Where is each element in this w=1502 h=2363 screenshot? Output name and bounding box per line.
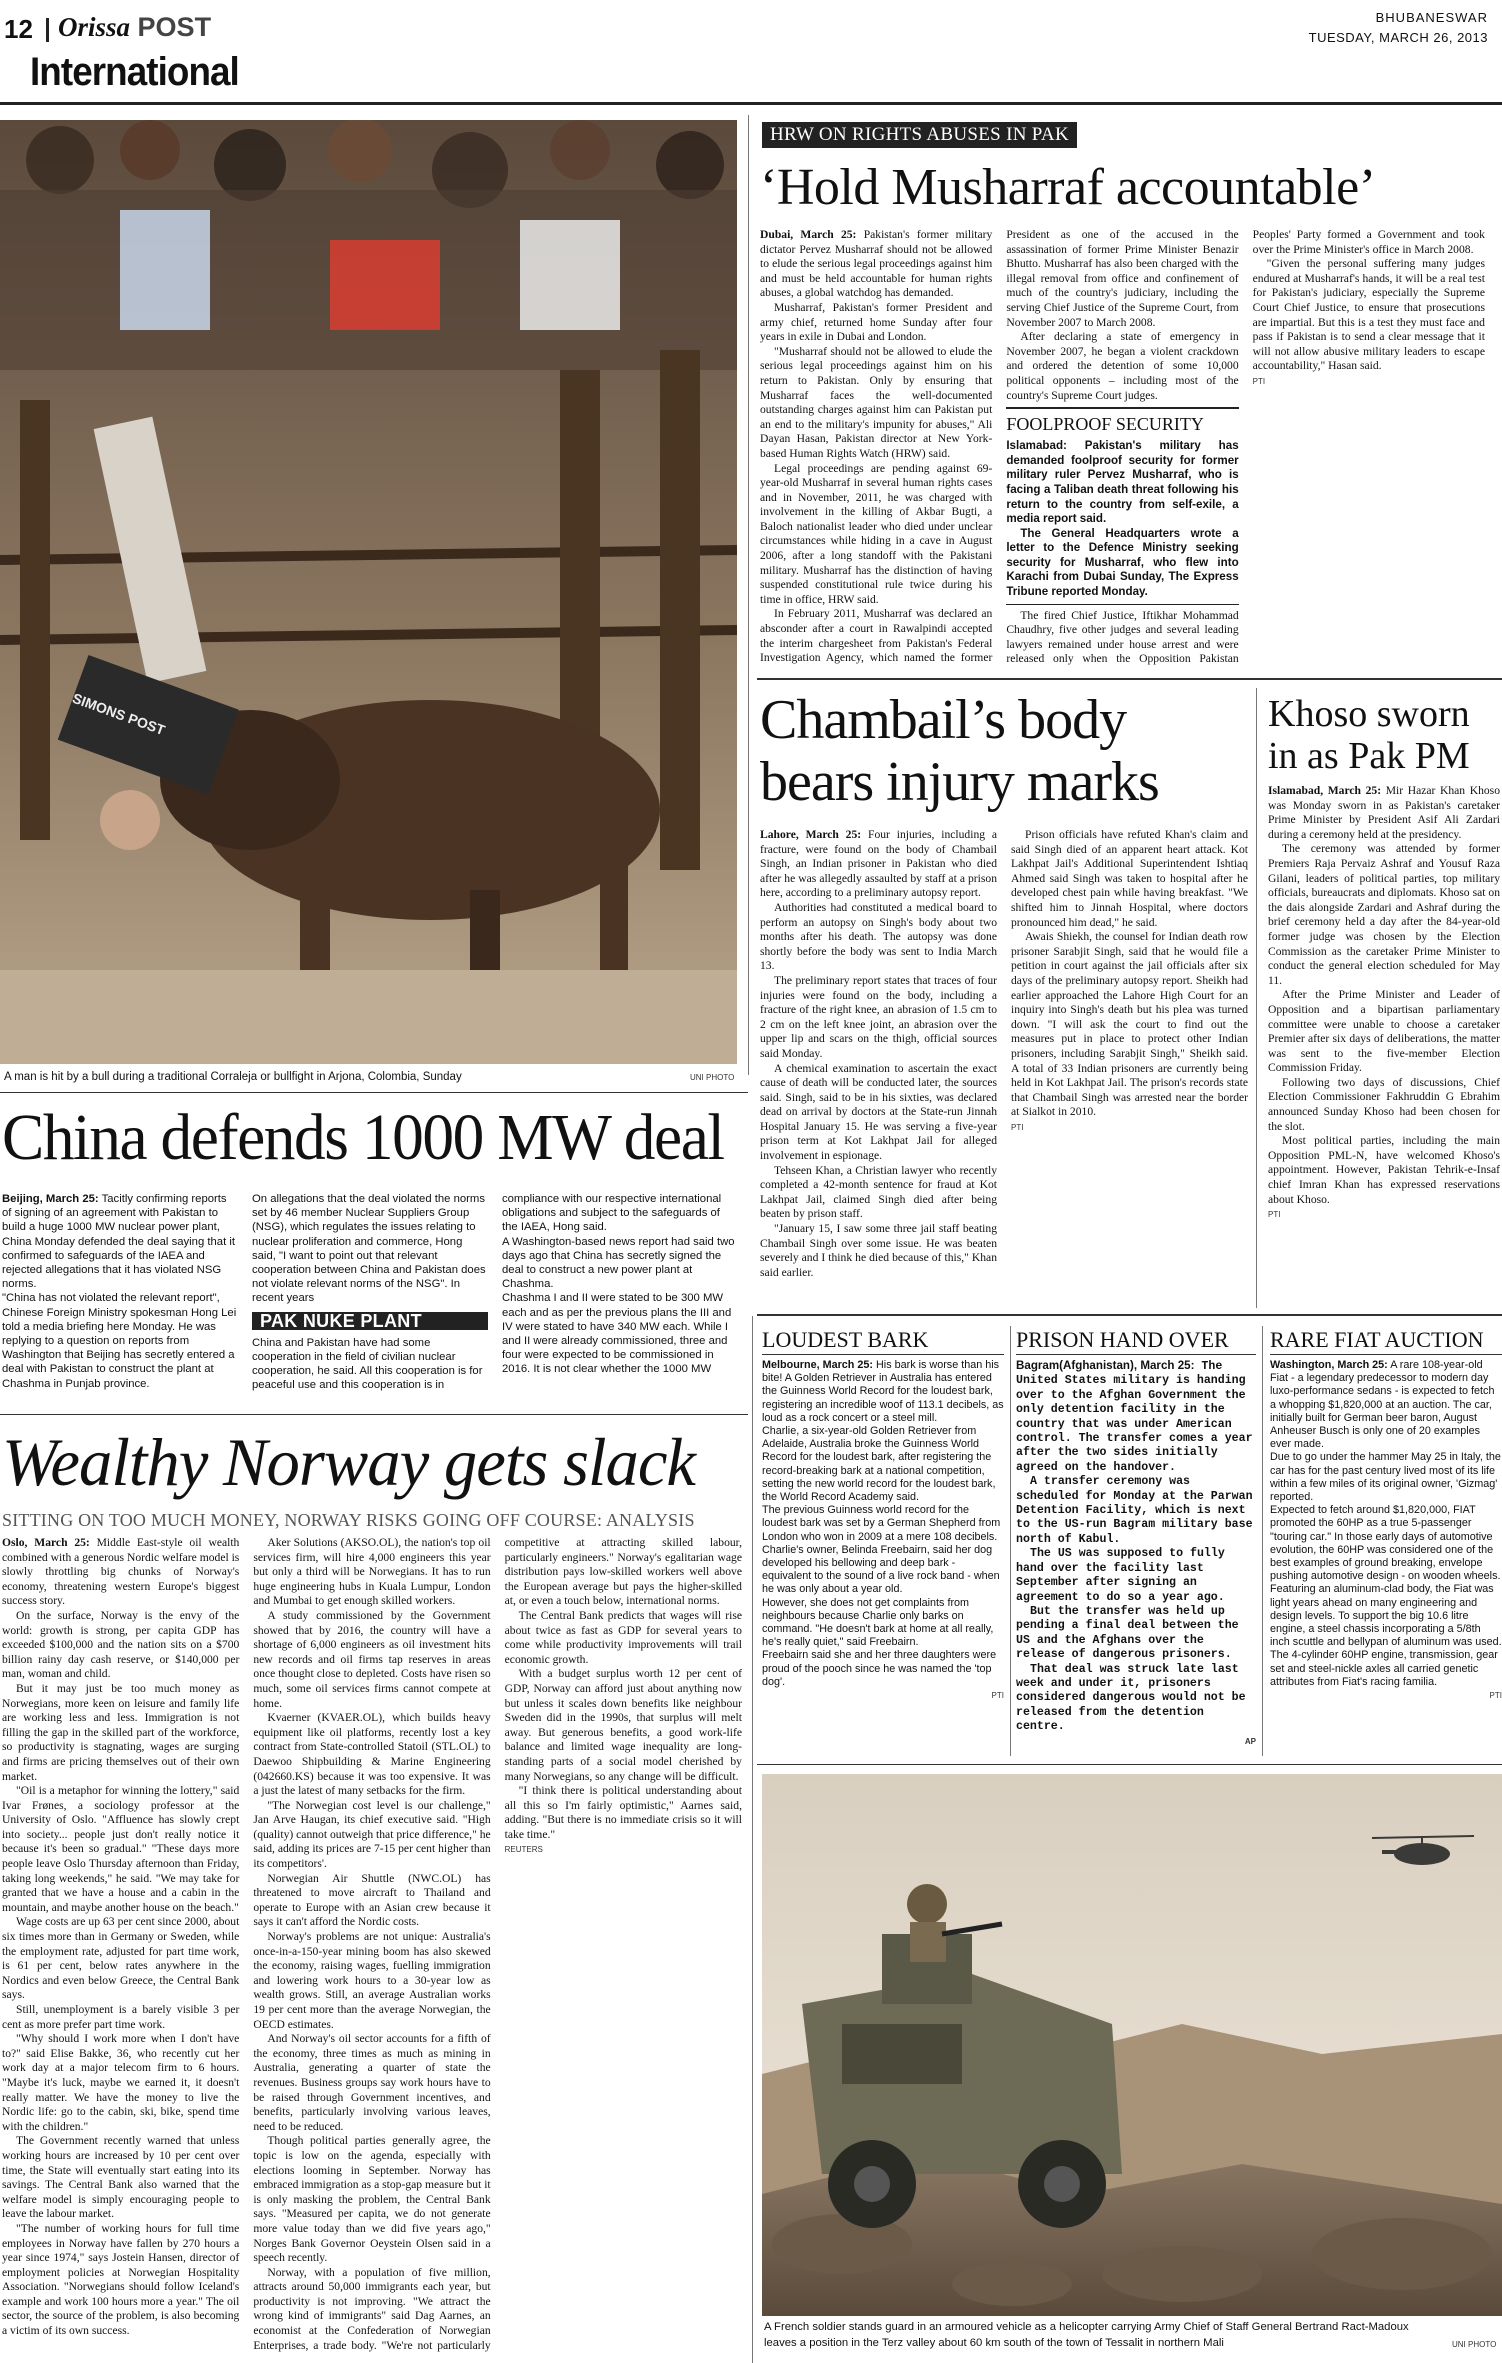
fiat-p1: Due to go under the hammer May 25 in Italy, the car has for the past century lived most of its life within a few miles of its original owner, 'Gizmag' reported. xyxy=(1270,1451,1501,1504)
rule-under-china xyxy=(0,1414,748,1415)
paper-name xyxy=(58,12,211,43)
mali-credit: UNI PHOTO xyxy=(1452,2340,1497,2349)
norway-p7: The Government recently warned that unless working hours are increased by 10 per cent over time, the State will eventually start eating into its savings. The Central Bank also warned that the welfare model is simply encouraging people to leave the labour market. xyxy=(2,2134,240,2221)
norway-p20: "I think there is political understanding about all this so I'm fairly optimistic," Aarnes said, adding. "But there is no immediate crisis so it will take time." xyxy=(504,1784,742,1841)
fiat-p4: The 4-cylinder 60HP engine, transmission, gear set and steel-nickle axles all carried genetic attributes from Fiat's racing familia. xyxy=(1270,1649,1498,1688)
musharraf-credit: PTI xyxy=(1252,376,1266,386)
chambail-dateline: Lahore, March 25: xyxy=(760,828,862,841)
loudest-bark-p0: His bark is worse than his bite! A Golden Retriever in Australia has entered the Guinness World Record for the loudest bark, registering an incredible woof of 113.1 decibels, as loud as a rock concert or a steel mill. xyxy=(762,1359,1004,1424)
musharraf-p6: The fired Chief Justice, Iftikhar Mohammad Chaudhry, five other judges and several leading lawyers remained under house arrest and were released only when the Opposition Pakistan Peoples' Party formed a Government and took over the Prime Minister's office in March 2008. xyxy=(1006,228,1485,666)
khoso-credit: PTI xyxy=(1268,1210,1281,1220)
page-number: 12 xyxy=(4,14,33,44)
loudest-bark-p4: However, she does not get complaints from neighbours because Charlie only barks on command. "He doesn't bark at home at all really, he's really quiet," said Freebairn. xyxy=(762,1596,994,1649)
norway-p9: Aker Solutions (AKSO.OL), the nation's top oil services firm, will hire 4,000 engineers this year but only a third will be Norwegians. It has to run huge engineering hubs in Kuala Lumpur, London and Mumbai to get enough skilled workers. xyxy=(253,1536,491,1608)
musharraf-body xyxy=(760,228,1485,680)
bullfight-shirt-text: SIMONS POST xyxy=(70,689,168,739)
musharraf-p7: "Given the personal suffering many judges endured at Musharraf's hands, it will be a real test for Pakistan's judiciary, especially the Supreme Court Chief Justice, to ensure that prosecutions are impartial. But this is a test they must face and pass if Pakistan is to send a clear message that it will not allow abusive military leaders to escape accountability," Hasan said. xyxy=(1252,257,1485,373)
khoso-p0: Mir Hazar Khan Khoso was Monday sworn in as Pakistan's caretaker Prime Minister by President Asif Ali Zardari during a ceremony held at the presidency. xyxy=(1268,784,1500,841)
fiat-p3: Featuring an aluminum-clad body, the Fiat was light years ahead on many engineering and design levels. To support the big 10.6 litre engine, a steel chassis incorporating a 5/8th inch scuttle and bellypan of aluminum was used. xyxy=(1270,1583,1502,1649)
mali-caption-line2: leaves a position in the Terz valley about 60 km south of the town of Tessalit in northern Mali xyxy=(764,2337,1224,2349)
musharraf-sidebar-p1: The General Headquarters wrote a letter to the Defence Ministry seeking security for Musharraf, who flew into Karachi from Dubai Sunday, The Express Tribune reported Monday. xyxy=(1006,526,1239,599)
prison-handover-story xyxy=(1016,1326,1256,1756)
norway-p18: The Central Bank predicts that wages will rise about twice as fast as GDP for several years to come while productivity improvements will trail economic growth. xyxy=(504,1608,742,1666)
chambail-p2: The preliminary report states that traces of four injuries were found on the body, including a fracture of the right knee, an abrasion of 1.5 cm to 2 cm on the left knee joint, an abrasion over the upper lip and scars on the thigh, official sources said Monday. xyxy=(760,973,997,1060)
prison-handover-p2: The US was supposed to fully hand over the facility last September after signing an agreement to do so a year ago. xyxy=(1016,1547,1225,1604)
prison-handover-p3: But the transfer was held up pending a final deal between the US and the Afghans over the release of dangerous prisoners. xyxy=(1016,1604,1239,1662)
vrule-photo1 xyxy=(748,115,749,1075)
fiat-dateline: Washington, March 25: xyxy=(1270,1359,1388,1371)
rule-under-chambail xyxy=(757,1314,1502,1316)
loudest-bark-p1: Charlie, a six-year-old Golden Retriever from Adelaide, Australia broke the Guinness World Record for the loudest bark, after registering the record-breaking bark at a national competition, setting the new world record for the loudest bark, the World Record Academy said. xyxy=(762,1425,996,1504)
norway-p3: "Oil is a metaphor for winning the lottery," said Ivar Frønes, a sociology professor at the University of Oslo. "Affluence has slowly crept into society... people just don't really notice it because it's been so gradual." "These days more people leave Oslo Thursday afternoon than Friday, taking long weekends," he said. "We may take for granted that we have a house and a cabin in the mountain, and maybe another house on the beach." xyxy=(2,1784,240,1914)
mali-photo xyxy=(762,1774,1502,2316)
paper-name-italic: Orissa xyxy=(58,12,131,42)
chambail-p3: A chemical examination to ascertain the exact cause of death will be conducted later, the sources said. Singh, said to be in his sixties, was declared dead on arrival by doctors at the State-run Jinnah Hospital January 15. He was serving a five-year prison term at Kot Lakhpat Jail for alleged involvement in espionage. xyxy=(760,1061,997,1163)
norway-p5: Still, unemployment is a barely visible 3 per cent as more prefer part time work. xyxy=(2,2003,240,2031)
chambail-body xyxy=(760,828,1248,1303)
musharraf-headline: ‘Hold Musharraf accountable’ xyxy=(760,159,1376,216)
musharraf-p4: In February 2011, Musharraf was declared an absconder after a court in Rawalpindi accepted the interim chargesheet from Pakistan's Federal Investigation Agency, which named the former President as one of the accused in the assassination of former Prime Minister Benazir Bhutto. Musharraf has also been charged with the illegal removal from office and confinement of much of the country's judiciary, including the serving Chief Justice of the Supreme Court, from November 2007 to March 2008. xyxy=(760,228,1239,665)
fiat-body xyxy=(1270,1359,1502,1751)
khoso-headline-line1: Khoso sworn xyxy=(1268,693,1470,735)
bullfight-photo-image xyxy=(0,120,737,1064)
norway-p15: And Norway's oil sector accounts for a fifth of the economy, three times as much as mining in Australia, generating a quarter of state the revenues. Business groups say work hours have to be raised through Government incentives, and benefits, particularly involving various leaves, need to be reduced. xyxy=(253,2032,491,2133)
musharraf-p5: After declaring a state of emergency in November 2007, he began a violent crackdown and ordered the detention of some 10,000 political opponents – including most of the country's Supreme Court judges. xyxy=(1006,330,1239,402)
khoso-headline-line2: in as Pak PM xyxy=(1268,735,1470,777)
rule-under-musharraf xyxy=(757,678,1502,680)
china-p1: "China has not violated the relevant report", Chinese Foreign Ministry spokesman Hong Lei told a media briefing here Monday. He was replying to a question on reports from Washington that Beijing has secretly entered a deal with Pakistan to construct the plant at Chashma in Punjab province. xyxy=(2,1292,237,1390)
masthead-divider xyxy=(46,18,49,42)
prison-handover-p4: That deal was struck late last week and under it, prisoners considered dangerous would not be released from the detention centre. xyxy=(1016,1662,1246,1734)
date: TUESDAY, MARCH 26, 2013 xyxy=(1308,30,1488,45)
norway-p8: "The number of working hours for full time employees in Norway have fallen by 270 hours a year since 1974," says Jostein Hansen, director of employment policies at Norwegian Hospitality Association. "Norwegians should follow Iceland's example and work 100 hours more a year." The oil sector, the source of the problem, is also becoming a victim of its own success. xyxy=(2,2221,240,2338)
china-p0: Tacitly confirming reports of signing of an agreement with Pakistan to build a huge 1000 MW nuclear power plant, China Monday defended the deal saying that it confirmed to safeguards of the IAEA and rejected allegations that it has violated NSG norms. xyxy=(2,1193,236,1291)
loudest-bark-story xyxy=(762,1326,1004,1756)
norway-p19: With a budget surplus worth 12 per cent of GDP, Norway can afford just about anything now but unless it scales down benefits like neighbour Sweden did in the 1990s, that surplus will melt away. But generous benefits, a good work-life balance and limited wage inequality are long-standing parts of a social model cherished by many Norwegians, so any change will be difficult. xyxy=(504,1667,742,1783)
china-headline: China defends 1000 MW deal xyxy=(2,1101,724,1174)
section-title: International xyxy=(30,50,239,94)
norway-headline: Wealthy Norway gets slack xyxy=(2,1424,696,1500)
khoso-p1: The ceremony was attended by former Premiers Raja Pervaiz Ashraf and Yousuf Raza Gilani, leaders of political parties, top military officials, bureaucrats and diplomats. Khoso sat on the dais alongside Zardari and Ashraf during the brief ceremony held a day after the 84-year-old former judge was chosen by the Election Commission as the caretaker Prime Minister to conduct the general election scheduled for May 11. xyxy=(1268,842,1500,987)
khoso-story xyxy=(1268,688,1502,1308)
fiat-p0: A rare 108-year-old Fiat - a legendary predecessor to modern day luxo-performance sedans - is expected to fetch a whopping $1,820,000 at an auction. The car, initially built for German beer baron, August Anheuser Busch is only one of 20 examples ever made. xyxy=(1270,1359,1495,1451)
norway-p10: A study commissioned by the Government showed that by 2016, the country will have a shortage of 6,000 engineers as oil investment hits new records and oil firms tap reserves in areas once thought close to depleted. Costs have risen so much, some oil services firms cannot compete at home. xyxy=(253,1608,491,1710)
vrule-chambail xyxy=(1256,688,1257,1308)
paper-name-post: POST xyxy=(137,12,212,42)
musharraf-story xyxy=(760,120,1502,680)
norway-p13: Norwegian Air Shuttle (NWC.OL) has threatened to move aircraft to Thailand and operate to Europe with an Asian crew because it says it can't afford the Nordic costs. xyxy=(253,1871,491,1929)
vrule-brief1 xyxy=(1010,1326,1011,1756)
khoso-p2: After the Prime Minister and Leader of Opposition and a bipartisan parliamentary committee were unable to choose a caretaker Premier after six days of deliberations, the matter was sent to the five-member Election Commission Friday. xyxy=(1268,988,1500,1075)
norway-p2: But it may just be too much money as Norwegians, more keen on leisure and family life are working less and less. Immigration is not filling the gap in the skilled part of the workforce, so productivity is stagnating, wages are surging and firms are pricing themselves out of their own market. xyxy=(2,1681,240,1783)
loudest-bark-p2: The previous Guinness world record for the loudest bark was set by a German Shepherd from London who won in 2009 at a mere 108 decibels. xyxy=(762,1504,1001,1543)
prison-handover-credit: AP xyxy=(1244,1736,1256,1746)
chambail-p0: Four injuries, including a fracture, were found on the body of Chambail Singh, an Indian prisoner in Pakistan who died after he was allegedly assaulted by staff at a prison here, according to a preliminary autopsy report. xyxy=(760,828,998,900)
chambail-p5: "January 15, I saw some three jail staff beating Chambail Singh over some issue. He was beaten severely and I think he died because of this," Khan said earlier. xyxy=(760,1222,997,1279)
mali-photo-image xyxy=(762,1774,1502,2316)
norway-p6: "Why should I work more when I don't have to?" said Elise Bakke, 36, who recently cut her work day at a major telecom firm to 6 hours. "Maybe it's luck, maybe we earned it, it doesn't really matter. We have the money to live the Nordic life: go to the cabin, ski, bike, spend time with the children." xyxy=(2,2032,240,2133)
fiat-credit: PTI xyxy=(1489,1691,1502,1701)
china-body xyxy=(2,1192,738,1397)
norway-p14: Norway's problems are not unique: Australia's once-in-a-150-year mining boom has also skewed the economy, raising wages, fuelling immigration and lowering work hours to a 30-year low as wealth grows. Still, an average Australian works 19 per cent more than the average Norwegian, the OECD estimates. xyxy=(253,1930,491,2031)
chambail-headline-line1: Chambail’s body xyxy=(760,689,1127,751)
fiat-kicker: RARE FIAT AUCTION xyxy=(1270,1326,1502,1355)
norway-subhead: SITTING ON TOO MUCH MONEY, NORWAY RISKS GOING OFF COURSE: ANALYSIS xyxy=(2,1510,695,1530)
loudest-bark-p3: Charlie's owner, Belinda Freebairn, said her dog developed his bellowing and deep bark - equivalent to the sound of a live rock band - when he was only about a year old. xyxy=(762,1543,1000,1596)
norway-p0: Middle East-style oil wealth combined with a generous Nordic welfare model is slowly throttling big chunks of Norway's economy, threatening western Europe's biggest success story. xyxy=(2,1536,240,1608)
masthead xyxy=(0,0,1502,108)
fiat-story xyxy=(1270,1326,1502,1756)
prison-handover-kicker: PRISON HAND OVER xyxy=(1016,1326,1256,1355)
musharraf-sidebar xyxy=(1006,407,1238,605)
norway-p11: Kvaerner (KVAER.OL), which builds heavy equipment like oil platforms, recently lost a key contract from State-controlled Statoil (STL.OL) to Daewoo Shipbuilding & Marine Engineering (042660.KS) because it was too expensive. It was a just the latest of many setbacks for the firm. xyxy=(253,1711,491,1798)
bullfight-caption: A man is hit by a bull during a traditional Corraleja or bullfight in Arjona, Colombia, Sunday xyxy=(4,1071,462,1083)
mali-caption-line1: A French soldier stands guard in an armoured vehicle as a helicopter carrying Army Chief of Staff General Bertrand Ract-Madoux xyxy=(764,2321,1409,2333)
loudest-bark-body xyxy=(762,1359,1004,1751)
china-p3: China and Pakistan have had some cooperation in the field of civilian nuclear cooperation, he said. All this cooperation is for peaceful use and this cooperation is in compliance with our respective international obligations and subject to the safeguards of the IAEA, Hong said. xyxy=(252,1193,722,1392)
prison-handover-p1: A transfer ceremony was scheduled for Monday at the Parwan Detention Facility, which is next to the US-run Bagram military base north of Kabul. xyxy=(1016,1475,1253,1546)
china-p4: A Washington-based news report had said two days ago that China has secretly signed the deal to construct a new power plant at Chashma. xyxy=(502,1235,735,1291)
chambail-p4: Tehseen Khan, a Christian lawyer who recently completed a 42-month sentence for fraud at Kot Lakhpat Jail, claimed Singh died after being beaten by prison staff. xyxy=(760,1163,997,1221)
chambail-p7: Awais Shiekh, the counsel for Indian death row prisoner Sarabjit Singh, said that he would file a petition in court against the jail officials after six days of the preliminary autopsy report. Sheikh had earlier approached the Lahore High Court for an inquiry into Singh's death but his plea was turned down. "I will ask the court to find out the measures put in place to protect other Indian prisoners, including Sarabjit Singh," Sheikh said. A total of 33 Indian prisoners are currently being held in Kot Lakhpat Jail. The prison's records state that Chambail Singh was arrested near the border at Sialkot in 2010. xyxy=(1011,930,1248,1119)
khoso-body xyxy=(1268,784,1500,1304)
loudest-bark-credit: PTI xyxy=(991,1691,1004,1701)
fiat-p2: Expected to fetch around $1,820,000, FIAT promoted the 60HP as a true 5-passenger "touring car." In those early days of automotive evolution, the 60HP was considered one of the best examples of ground breaking, envelope pushing automotive design - on wooden wheels. xyxy=(1270,1504,1501,1583)
musharraf-sidebar-dateline: Islamabad: xyxy=(1006,439,1067,453)
musharraf-sidebar-kicker: FOOLPROOF SECURITY xyxy=(1006,414,1204,435)
musharraf-p1: Musharraf, Pakistan's former President and army chief, returned home Sunday after four years in exile in Dubai and London. xyxy=(760,300,993,344)
musharraf-p3: Legal proceedings are pending against 69-year-old Musharraf in several human rights cases and in November, 2011, he was charged with involvement in the killing of Akbar Bugti, a Baloch nationalist leader who died under unclear circumstances while hiding in a cave in August 2006, after a long standoff with the Pakistani military. Musharraf has the distinction of having suspended constitutional rule twice during his time in office, HRW said. xyxy=(760,461,993,606)
musharraf-kicker: HRW ON RIGHTS ABUSES IN PAK xyxy=(762,122,1077,148)
masthead-rule xyxy=(0,102,1502,105)
loudest-bark-p5: Freebairn said she and her three daughters were proud of the pooch since he was named the 'top dog'. xyxy=(762,1649,997,1688)
rule-under-briefs xyxy=(757,1764,1502,1765)
loudest-bark-kicker: LOUDEST BARK xyxy=(762,1326,1004,1355)
china-dateline: Beijing, March 25: xyxy=(2,1193,99,1205)
chambail-headline-line2: bears injury marks xyxy=(760,751,1159,813)
musharraf-sidebar-p0: Pakistan's military has demanded foolproof security for former military ruler Pervez Musharraf, who is facing a Taliban death threat following his return to the country from self-exile, a media report said. xyxy=(1006,439,1239,526)
chambail-p6: Prison officials have refuted Khan's claim and said Singh died of an apparent heart attack. Kot Lakhpat Jail's Additional Superintendent Ishtiaq Ahmed said Singh was taken to hospital after he developed chest pain while having breakfast. "We shifted him to Jinnah Hospital, where doctors pronounced him dead," he said. xyxy=(1011,828,1248,929)
norway-story xyxy=(0,1424,748,2363)
china-p2: On allegations that the deal violated the norms set by 46 member Nuclear Suppliers Group (NSG), which regulates the issues relating to nuclear proliferation and commerce, Hong said, "I want to point out that relevant cooperation between China and Pakistan does not violate relevant norms of the NSG". In recent years xyxy=(252,1193,486,1305)
prison-handover-dateline: Bagram(Afghanistan), March 25: xyxy=(1016,1359,1195,1372)
china-story xyxy=(0,1100,748,1400)
norway-p4: Wage costs are up 63 per cent since 2000, about six times more than in Germany or Sweden, while the employment rate, adjusted for part time work, is 61 per cent, below rates anywhere in the Nordics and even below Greece, the Central Bank says. xyxy=(2,1915,240,2002)
chambail-p1: Authorities had constituted a medical board to perform an autopsy on Singh's body about two months after his death. The autopsy was done shortly before the body was sent to India March 13. xyxy=(760,900,997,973)
norway-p1: On the surface, Norway is the envy of the world: growth is strong, per capita GDP has exceeded $100,000 and the nation sits on a $700 billion rainy day cash reserve, or $140,000 per man, woman and child. xyxy=(2,1608,240,1681)
vrule-brief2 xyxy=(1262,1326,1263,1756)
prison-handover-p0: The United States military is handing over to the Afghan Government the only detention facility in the country that was under American control. The transfer comes a year after the two sides initially agreed on the handover. xyxy=(1016,1360,1253,1474)
norway-credit: REUTERS xyxy=(504,1845,543,1855)
bullfight-credit: UNI PHOTO xyxy=(690,1073,735,1082)
musharraf-dateline: Dubai, March 25: xyxy=(760,228,857,241)
chambail-story xyxy=(760,688,1250,1308)
norway-p17: Norway, with a population of five million, attracts around 50,000 immigrants each year, but productivity is not improving. "We attract the wrong kind of immigrants" said Dag Aarnes, an economist at the Confederation of Norwegian Enterprises, a trade body. "We're not particularly competitive at attracting skilled labour, particularly engineers." Norway's egalitarian wage distribution pays low-skilled workers well above the European average but pays the higher-skilled at, or even a touch below, international norms. xyxy=(253,1536,742,2352)
prison-handover-body xyxy=(1016,1359,1256,1751)
loudest-bark-dateline: Melbourne, March 25: xyxy=(762,1359,873,1371)
khoso-p3: Following two days of discussions, Chief Election Commissioner Fakhruddin G Ebrahim announced Sunday Khoso had been chosen for the slot. xyxy=(1268,1075,1500,1133)
norway-dateline: Oslo, March 25: xyxy=(2,1536,90,1549)
city: BHUBANESWAR xyxy=(1375,10,1488,25)
norway-p16: Though political parties generally agree, the topic is low on the agenda, especially with elections looming in September. Norway has embraced immigration as a stop-gap measure but it is only masking the problem, the Central Bank says. "Measured per capita, we do not generate more value today than we did five years ago," Norges Bank Governor Oeystein Olsen said in a speech recently. xyxy=(253,2134,491,2265)
vrule-norway xyxy=(752,1316,753,2363)
khoso-p4: Most political parties, including the main Opposition PML-N, have welcomed Khoso's appointment. However, Pakistan Tehrik-e-Insaf chief Imran Khan has expressed reservations about Khoso. xyxy=(1268,1134,1500,1206)
musharraf-p0: Pakistan's former military dictator Pervez Musharraf should not be allowed to elude the serious legal proceedings against him and must be held accountable for human rights abuses, a global watchdog has demanded. xyxy=(760,228,993,300)
bullfight-photo xyxy=(0,120,737,1064)
norway-p12: "The Norwegian cost level is our challenge," Jan Arve Haugan, its chief executive said. "High (quality) cannot outweigh that price difference," he said, adding its prices are 7-15 per cent higher than its competitors'. xyxy=(253,1798,491,1871)
norway-body xyxy=(2,1536,742,2358)
china-p5: Chashma I and II were stated to be 300 MW each and as per the previous plans the III and IV were stated to have 340 MW each. While I and II were already commissioned, three and four were expected to be commissioned in 2016. It is not clear whether the 1000 MW xyxy=(502,1292,732,1376)
china-kicker: PAK NUKE PLANT xyxy=(252,1312,488,1330)
khoso-dateline: Islamabad, March 25: xyxy=(1268,784,1382,797)
rule-above-china xyxy=(0,1092,748,1093)
musharraf-p2: "Musharraf should not be allowed to elude the serious legal proceedings against him on his return to Pakistan. Only by ensuring that Musharraf faces the well-documented outstanding charges against him can Pakistan put an end to the military's impunity for abuses," Ali Dayan Hasan, Pakistan director at New York-based Human Rights Watch (HRW) said. xyxy=(760,344,993,460)
chambail-credit: PTI xyxy=(1011,1122,1024,1132)
